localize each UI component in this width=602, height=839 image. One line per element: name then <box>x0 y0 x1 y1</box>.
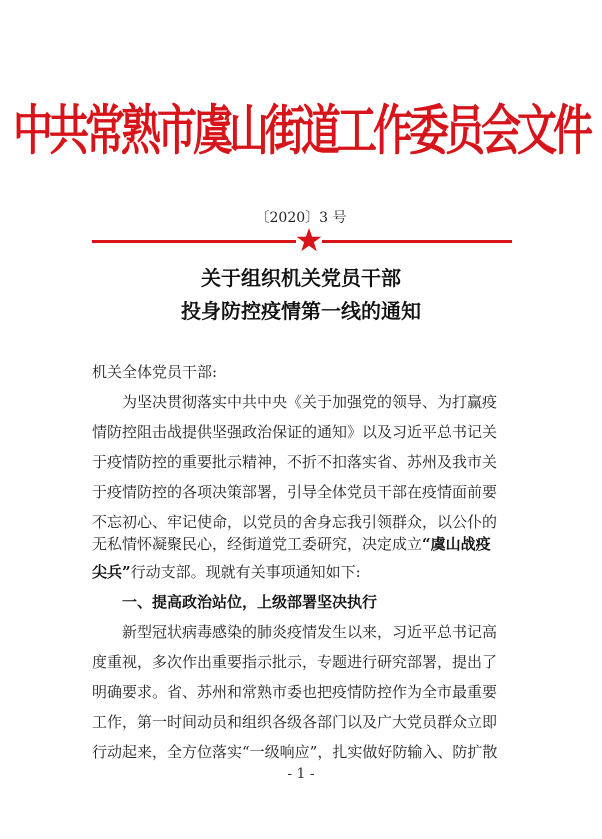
body-line: 新型冠状病毒感染的肺炎疫情发生以来，习近平总书记高 <box>122 623 498 641</box>
body-text: 行动支部。现就有关事项通知如下: <box>130 563 361 581</box>
document-title-line-2: 投身防控疫情第一线的通知 <box>181 299 421 323</box>
body-line: 工作，第一时间动员和组织各级各部门以及广大党员群众立即 <box>92 713 498 731</box>
salutation: 机关全体党员干部: <box>92 363 218 381</box>
masthead-title: 中共常熟市虞山街道工作委员会文件 <box>13 98 589 163</box>
body-line: 为坚决贯彻落实中共中央《关于加强党的领导、为打赢疫 <box>122 393 498 411</box>
section-heading: 一、提高政治站位，上级部署坚决执行 <box>122 593 378 611</box>
body-line: 于疫情防控的重要批示精神，不折不扣落实省、苏州及我市关 <box>92 453 498 471</box>
document-title-line-1: 关于组织机关党员干部 <box>201 266 401 290</box>
red-rule-right <box>322 240 512 243</box>
body-line: 行动起来，全方位落实“一级响应”，扎实做好防输入、防扩散 <box>92 743 498 761</box>
document-number: 〔2020〕3 号 <box>255 210 347 226</box>
red-rule-left <box>92 240 296 243</box>
body-line: 度重视，多次作出重要指示批示，专题进行研究部署，提出了 <box>92 653 498 671</box>
emphasized-text: 尖兵” <box>92 563 131 581</box>
body-line: 于疫情防控的各项决策部署，引导全体党员干部在疫情面前要 <box>92 483 498 501</box>
red-star-icon <box>296 227 322 253</box>
body-text: 无私情怀凝聚民心，经街道党工委研究，决定成立 <box>92 535 423 553</box>
emphasized-text: “虞山战疫 <box>422 535 491 553</box>
body-line: 情防控阻击战提供坚强政治保证的通知》以及习近平总书记关 <box>92 423 498 441</box>
body-line <box>92 561 518 582</box>
body-line <box>92 533 518 554</box>
body-line: 不忘初心、牢记使命，以党员的舍身忘我引领群众，以公仆的 <box>92 513 498 531</box>
body-line: 明确要求。省、苏州和常熟市委也把疫情防控作为全市最重要 <box>92 683 498 701</box>
page-number: - 1 - <box>287 766 315 782</box>
